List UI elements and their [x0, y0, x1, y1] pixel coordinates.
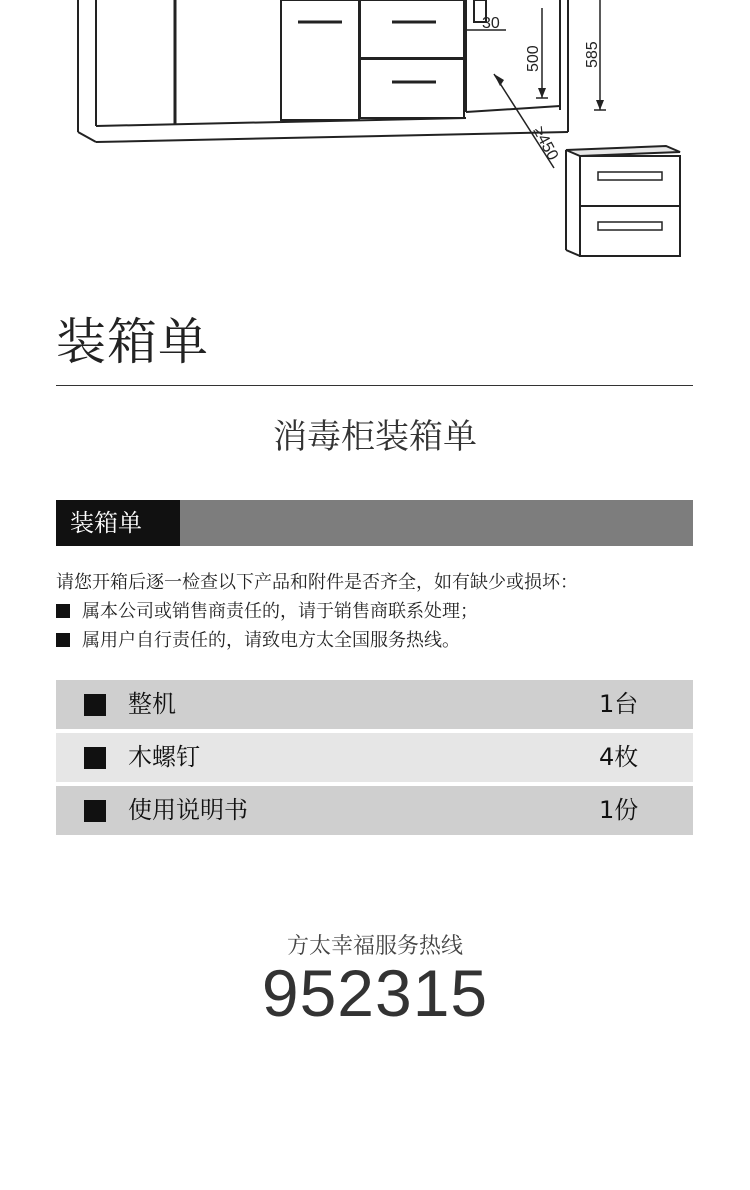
table-row [56, 733, 693, 782]
header-bar-fill [180, 500, 693, 546]
table-row [56, 786, 693, 835]
item-quantity: 1份 [599, 796, 639, 824]
dimension-450: ≥450 [529, 123, 562, 164]
item-name: 使用说明书 [128, 796, 248, 824]
instruction-point: 属用户自行责任的，请致电方太全国服务热线。 [56, 626, 696, 655]
item-name: 木螺钉 [128, 743, 200, 771]
hotline-label: 方太幸福服务热线 [286, 934, 463, 959]
square-bullet-icon [56, 604, 70, 618]
title-divider [56, 385, 693, 386]
instructions [56, 568, 696, 655]
disinfection-cabinet-illustration [566, 146, 680, 256]
table-row [56, 680, 693, 729]
square-bullet-icon [56, 633, 70, 647]
item-quantity: 1台 [599, 690, 639, 718]
item-quantity: 4枚 [599, 743, 639, 771]
dimension-30: 30 [482, 15, 500, 32]
header-bar-label: 装箱单 [56, 500, 190, 546]
square-bullet-icon [84, 800, 106, 822]
installation-diagram [0, 0, 750, 290]
packing-list-table [56, 680, 693, 839]
square-bullet-icon [84, 694, 106, 716]
dimension-500: 500 [525, 45, 542, 72]
section-title: 装箱单 [56, 313, 209, 371]
section-header-bar [56, 500, 693, 546]
item-name: 整机 [128, 690, 176, 718]
subtitle: 消毒柜装箱单 [273, 417, 477, 457]
hotline-number: 952315 [261, 956, 489, 1030]
instruction-intro: 请您开箱后逐一检查以下产品和附件是否齐全，如有缺少或损坏： [56, 572, 578, 593]
instruction-point: 属本公司或销售商责任的，请于销售商联系处理； [56, 597, 696, 626]
dimension-585: 585 [584, 41, 601, 68]
square-bullet-icon [84, 747, 106, 769]
